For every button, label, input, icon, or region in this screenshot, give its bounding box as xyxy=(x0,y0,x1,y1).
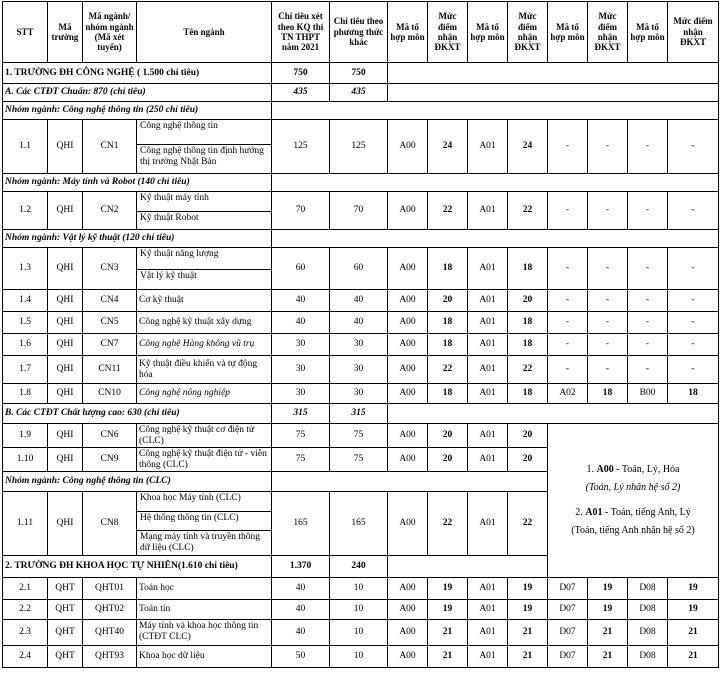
cell-combo: A00 xyxy=(388,448,428,472)
subsection-row xyxy=(3,404,719,424)
cell-stt: 2.1 xyxy=(3,577,48,599)
cell-quota-other: 30 xyxy=(330,334,388,356)
cell-score: 19 xyxy=(588,577,628,599)
table-row xyxy=(3,312,719,334)
cell-major-name: Cơ kỹ thuật xyxy=(137,290,272,312)
cell-combo: - xyxy=(628,356,668,384)
cell-combo: A01 xyxy=(468,384,508,404)
cell-combo: A01 xyxy=(468,248,508,290)
cell-combo: A00 xyxy=(388,619,428,645)
cell-quota-other: 60 xyxy=(330,248,388,290)
cell-combo: A01 xyxy=(468,312,508,334)
cell-combo: A01 xyxy=(468,619,508,645)
cell-quota-other: 75 xyxy=(330,448,388,472)
cell-combo: A01 xyxy=(468,424,508,448)
cell-stt: 1.2 xyxy=(3,192,48,230)
major-name: Mạng máy tính và truyền thông dữ liệu (CLC) xyxy=(140,532,261,553)
cell-quota-thpt: 30 xyxy=(272,356,330,384)
cell-combo: - xyxy=(548,248,588,290)
cell-school: QHT xyxy=(48,599,83,619)
header-combo-2: Mã tổ hợp môn xyxy=(468,2,508,63)
cell-quota-other: 70 xyxy=(330,192,388,230)
subsection-quota-other: 315 xyxy=(330,404,388,424)
cell-school: QHI xyxy=(48,312,83,334)
cell-combo: - xyxy=(548,192,588,230)
note-line-3: 2. A01 - Toán, tiếng Anh, Lý xyxy=(575,507,691,519)
table-row xyxy=(3,384,719,404)
cell-quota-thpt: 75 xyxy=(272,448,330,472)
cell-code: CN1 xyxy=(83,120,137,174)
cell-combo: A00 xyxy=(388,577,428,599)
subsection-quota-other: 435 xyxy=(330,84,388,102)
cell-score: - xyxy=(588,192,628,230)
cell-combo: A01 xyxy=(468,334,508,356)
cell-quota-thpt: 165 xyxy=(272,492,330,556)
combo-note xyxy=(548,424,719,578)
cell-quota-thpt: 50 xyxy=(272,645,330,667)
major-name: Kỹ thuật máy tính xyxy=(137,192,271,212)
section-title: 1. TRƯỜNG ĐH CÔNG NGHỆ ( 1.500 chỉ tiêu) xyxy=(3,63,272,84)
group-title: Nhóm ngành: Vật lý kỹ thuật (120 chỉ tiêu) xyxy=(3,230,272,248)
cell-score: 24 xyxy=(508,120,548,174)
section-quota-thpt: 1.370 xyxy=(272,555,330,577)
cell-score: 19 xyxy=(588,599,628,619)
cell-combo: - xyxy=(628,334,668,356)
table-row xyxy=(3,120,719,174)
cell-stt: 2.2 xyxy=(3,599,48,619)
cell-score: 21 xyxy=(508,645,548,667)
cell-score: 18 xyxy=(428,334,468,356)
cell-combo: - xyxy=(628,248,668,290)
note-line-1: 1. A00 - Toán, Lý, Hóa xyxy=(586,464,680,476)
cell-major-names xyxy=(137,120,272,174)
table-row xyxy=(3,192,719,230)
cell-score: - xyxy=(588,248,628,290)
cell-stt: 1.3 xyxy=(3,248,48,290)
header-combo-4: Mã tổ hợp môn xyxy=(628,2,668,63)
cell-major-name: Toán học xyxy=(137,577,272,599)
cell-school: QHI xyxy=(48,492,83,556)
cell-major-names xyxy=(137,248,272,290)
subsection-row xyxy=(3,84,719,102)
header-row xyxy=(3,2,719,63)
cell-code: QHT40 xyxy=(83,619,137,645)
cell-school: QHT xyxy=(48,645,83,667)
cell-stt: 1.6 xyxy=(3,334,48,356)
header-combo-1: Mã tổ hợp môn xyxy=(388,2,428,63)
cell-combo: D08 xyxy=(628,599,668,619)
cell-school: QHI xyxy=(48,334,83,356)
header-combo-3: Mã tổ hợp môn xyxy=(548,2,588,63)
cell-major-names xyxy=(137,192,272,230)
cell-quota-other: 10 xyxy=(330,645,388,667)
cell-score: 19 xyxy=(668,577,719,599)
cell-combo: A01 xyxy=(468,192,508,230)
cell-combo: - xyxy=(548,312,588,334)
cell-combo: A01 xyxy=(468,577,508,599)
cell-stt: 1.9 xyxy=(3,424,48,448)
cell-score: 20 xyxy=(508,290,548,312)
admission-table xyxy=(2,1,719,668)
cell-combo: - xyxy=(628,312,668,334)
cell-stt: 1.5 xyxy=(3,312,48,334)
cell-score: 20 xyxy=(508,424,548,448)
cell-major-name: Kỹ thuật điều khiển và tự động hóa xyxy=(137,356,272,384)
cell-score: - xyxy=(588,120,628,174)
cell-stt: 1.1 xyxy=(3,120,48,174)
header-score-3: Mức điểm nhận ĐKXT xyxy=(588,2,628,63)
header-quota-other: Chỉ tiêu theo phương thức khác xyxy=(330,2,388,63)
table-row xyxy=(3,248,719,290)
cell-combo: A01 xyxy=(468,120,508,174)
cell-quota-thpt: 40 xyxy=(272,312,330,334)
cell-combo: - xyxy=(628,120,668,174)
cell-score: 18 xyxy=(428,248,468,290)
cell-combo: A01 xyxy=(468,645,508,667)
cell-school: QHI xyxy=(48,356,83,384)
header-score-4: Mức điểm nhận ĐKXT xyxy=(668,2,719,63)
cell-score: 22 xyxy=(508,356,548,384)
cell-quota-other: 30 xyxy=(330,384,388,404)
cell-school: QHI xyxy=(48,248,83,290)
subsection-quota-thpt: 315 xyxy=(272,404,330,424)
cell-combo: A00 xyxy=(388,599,428,619)
cell-quota-thpt: 30 xyxy=(272,384,330,404)
cell-score: 20 xyxy=(508,448,548,472)
group-title: Nhóm ngành: Máy tính và Robot (140 chỉ tiêu) xyxy=(3,174,272,192)
section-title: 2. TRƯỜNG ĐH KHOA HỌC TỰ NHIÊN(1.610 chỉ tiêu) xyxy=(3,555,272,577)
cell-combo: D08 xyxy=(628,645,668,667)
cell-school: QHI xyxy=(48,384,83,404)
cell-score: - xyxy=(588,290,628,312)
cell-score: 22 xyxy=(508,492,548,556)
cell-score: 18 xyxy=(668,384,719,404)
cell-quota-thpt: 70 xyxy=(272,192,330,230)
cell-combo: - xyxy=(548,334,588,356)
cell-code: CN11 xyxy=(83,356,137,384)
cell-combo: D07 xyxy=(548,645,588,667)
cell-score: 21 xyxy=(668,619,719,645)
cell-code: CN3 xyxy=(83,248,137,290)
note-line-4: (Toán, tiếng Anh nhân hệ số 2) xyxy=(571,524,695,536)
table-row xyxy=(3,334,719,356)
cell-combo: A00 xyxy=(388,312,428,334)
cell-score: 18 xyxy=(508,334,548,356)
cell-score: 20 xyxy=(428,424,468,448)
cell-school: QHI xyxy=(48,290,83,312)
cell-combo: D07 xyxy=(548,619,588,645)
cell-major-name: Máy tính và khoa học thông tin (CTĐT CLC) xyxy=(137,619,272,645)
cell-quota-thpt: 40 xyxy=(272,577,330,599)
cell-code: QHT01 xyxy=(83,577,137,599)
header-quota-thpt: Chỉ tiêu xét theo KQ thi TN THPT năm 2021 xyxy=(272,2,330,63)
cell-code: CN9 xyxy=(83,448,137,472)
cell-major-name: Công nghệ kỹ thuật điện tử - viễn thông (CLC) xyxy=(137,448,272,472)
cell-quota-thpt: 125 xyxy=(272,120,330,174)
subsection-quota-thpt: 435 xyxy=(272,84,330,102)
major-name: Khoa học Máy tính (CLC) xyxy=(137,492,271,512)
cell-code: CN8 xyxy=(83,492,137,556)
cell-major-name: Công nghệ kỹ thuật xây dựng xyxy=(137,312,272,334)
cell-code: QHT93 xyxy=(83,645,137,667)
cell-score: 18 xyxy=(428,384,468,404)
cell-combo: A00 xyxy=(388,192,428,230)
header-major-name: Tên ngành xyxy=(137,2,272,63)
cell-stt: 1.4 xyxy=(3,290,48,312)
cell-major-names xyxy=(137,492,272,556)
table-row xyxy=(3,356,719,384)
section-quota-other: 240 xyxy=(330,555,388,577)
cell-combo: A01 xyxy=(468,290,508,312)
section-row xyxy=(3,63,719,84)
cell-quota-other: 10 xyxy=(330,619,388,645)
cell-score: 20 xyxy=(428,448,468,472)
cell-quota-thpt: 40 xyxy=(272,290,330,312)
cell-score: 19 xyxy=(668,599,719,619)
cell-combo: - xyxy=(548,290,588,312)
cell-score: - xyxy=(668,312,719,334)
cell-major-name: Công nghệ kỹ thuật cơ điện tử (CLC) xyxy=(137,424,272,448)
cell-combo: A00 xyxy=(388,248,428,290)
cell-combo: A00 xyxy=(388,356,428,384)
cell-score: 22 xyxy=(428,356,468,384)
cell-score: - xyxy=(668,334,719,356)
cell-score: 20 xyxy=(428,290,468,312)
cell-quota-other: 75 xyxy=(330,424,388,448)
cell-combo: D07 xyxy=(548,577,588,599)
cell-stt: 2.3 xyxy=(3,619,48,645)
section-quota-other: 750 xyxy=(330,63,388,84)
cell-combo: D08 xyxy=(628,619,668,645)
cell-quota-other: 125 xyxy=(330,120,388,174)
cell-quota-other: 165 xyxy=(330,492,388,556)
cell-score: - xyxy=(668,356,719,384)
cell-combo: D08 xyxy=(628,577,668,599)
cell-score: - xyxy=(668,248,719,290)
cell-stt: 1.7 xyxy=(3,356,48,384)
group-row xyxy=(3,102,719,120)
cell-score: - xyxy=(588,334,628,356)
cell-stt: 1.10 xyxy=(3,448,48,472)
cell-combo: A01 xyxy=(468,356,508,384)
cell-score: 19 xyxy=(508,577,548,599)
cell-score: 19 xyxy=(428,577,468,599)
cell-combo: A00 xyxy=(388,645,428,667)
cell-score: 18 xyxy=(508,312,548,334)
major-name: Công nghệ thông tin xyxy=(137,120,271,145)
cell-score: 18 xyxy=(428,312,468,334)
group-title: Nhóm ngành: Công nghệ thông tin (250 chỉ tiêu) xyxy=(3,102,272,120)
cell-score: 21 xyxy=(588,645,628,667)
cell-combo: A00 xyxy=(388,290,428,312)
cell-code: QHT02 xyxy=(83,599,137,619)
cell-score: - xyxy=(668,192,719,230)
cell-quota-thpt: 30 xyxy=(272,334,330,356)
cell-quota-thpt: 40 xyxy=(272,599,330,619)
cell-major-name: Toán tin xyxy=(137,599,272,619)
cell-school: QHT xyxy=(48,619,83,645)
cell-score: - xyxy=(668,290,719,312)
cell-combo: - xyxy=(628,192,668,230)
cell-school: QHI xyxy=(48,448,83,472)
cell-score: 24 xyxy=(428,120,468,174)
header-school-code: Mã trường xyxy=(48,2,83,63)
cell-score: 21 xyxy=(588,619,628,645)
cell-combo: A00 xyxy=(388,334,428,356)
table-row xyxy=(3,645,719,667)
cell-quota-other: 10 xyxy=(330,599,388,619)
cell-major-name: Khoa học dữ liệu xyxy=(137,645,272,667)
header-major-code: Mã ngành/ nhóm ngành (Mã xét tuyển) xyxy=(83,2,137,63)
cell-code: CN7 xyxy=(83,334,137,356)
cell-quota-other: 40 xyxy=(330,312,388,334)
cell-major-name: Công nghệ Hàng không vũ trụ xyxy=(137,334,272,356)
subsection-title: B. Các CTĐT Chất lượng cao: 630 (chỉ tiêu) xyxy=(3,404,272,424)
cell-combo: A02 xyxy=(548,384,588,404)
table-row xyxy=(3,619,719,645)
cell-combo: B00 xyxy=(628,384,668,404)
cell-combo: A01 xyxy=(468,492,508,556)
cell-score: 21 xyxy=(668,645,719,667)
cell-stt: 2.4 xyxy=(3,645,48,667)
table-row xyxy=(3,290,719,312)
header-score-1: Mức điểm nhận ĐKXT xyxy=(428,2,468,63)
cell-quota-thpt: 75 xyxy=(272,424,330,448)
cell-code: CN10 xyxy=(83,384,137,404)
header-score-2: Mức điểm nhận ĐKXT xyxy=(508,2,548,63)
cell-quota-other: 30 xyxy=(330,356,388,384)
cell-stt: 1.11 xyxy=(3,492,48,556)
cell-combo: A00 xyxy=(388,424,428,448)
cell-score: 21 xyxy=(508,619,548,645)
cell-score: - xyxy=(588,356,628,384)
header-stt: STT xyxy=(3,2,48,63)
section-quota-thpt: 750 xyxy=(272,63,330,84)
cell-code: CN4 xyxy=(83,290,137,312)
cell-stt: 1.8 xyxy=(3,384,48,404)
group-row xyxy=(3,174,719,192)
cell-combo: A01 xyxy=(468,599,508,619)
cell-quota-other: 40 xyxy=(330,290,388,312)
cell-combo: A00 xyxy=(388,120,428,174)
cell-score: 22 xyxy=(508,192,548,230)
cell-quota-other: 10 xyxy=(330,577,388,599)
cell-combo: - xyxy=(628,290,668,312)
cell-school: QHI xyxy=(48,192,83,230)
cell-score: 19 xyxy=(508,599,548,619)
cell-score: 18 xyxy=(508,248,548,290)
group-row xyxy=(3,230,719,248)
cell-code: CN6 xyxy=(83,424,137,448)
cell-score: - xyxy=(588,312,628,334)
cell-code: CN2 xyxy=(83,192,137,230)
cell-combo: A01 xyxy=(468,448,508,472)
table-row xyxy=(3,424,719,448)
table-row xyxy=(3,599,719,619)
cell-score: 19 xyxy=(428,599,468,619)
cell-quota-thpt: 60 xyxy=(272,248,330,290)
cell-school: QHI xyxy=(48,120,83,174)
cell-major-name: Công nghệ nông nghiệp xyxy=(137,384,272,404)
cell-score: - xyxy=(668,120,719,174)
cell-combo: D07 xyxy=(548,599,588,619)
major-name: Hệ thống thông tin (CLC) xyxy=(137,512,271,531)
note-line-2: (Toán, Lý nhân hệ số 2) xyxy=(585,481,681,493)
cell-school: QHT xyxy=(48,577,83,599)
cell-score: 22 xyxy=(428,192,468,230)
cell-quota-thpt: 40 xyxy=(272,619,330,645)
cell-score: 18 xyxy=(588,384,628,404)
cell-combo: A00 xyxy=(388,492,428,556)
cell-code: CN5 xyxy=(83,312,137,334)
cell-score: 22 xyxy=(428,492,468,556)
group-title: Nhóm ngành: Công nghệ thông tin (CLC) xyxy=(3,472,272,492)
major-name: Kỹ thuật Robot xyxy=(140,213,199,223)
major-name: Kỹ thuật năng lượng xyxy=(137,248,271,270)
cell-combo: - xyxy=(548,356,588,384)
cell-combo: A00 xyxy=(388,384,428,404)
major-name: Công nghệ thông tin định hướng thị trường Nhật Bản xyxy=(140,146,264,167)
cell-combo: - xyxy=(548,120,588,174)
cell-score: 18 xyxy=(508,384,548,404)
major-name: Vật lý kỹ thuật xyxy=(140,271,197,281)
cell-school: QHI xyxy=(48,424,83,448)
cell-score: 21 xyxy=(428,645,468,667)
table-row xyxy=(3,577,719,599)
cell-score: 21 xyxy=(428,619,468,645)
subsection-title: A. Các CTĐT Chuẩn: 870 (chỉ tiêu) xyxy=(3,84,272,102)
